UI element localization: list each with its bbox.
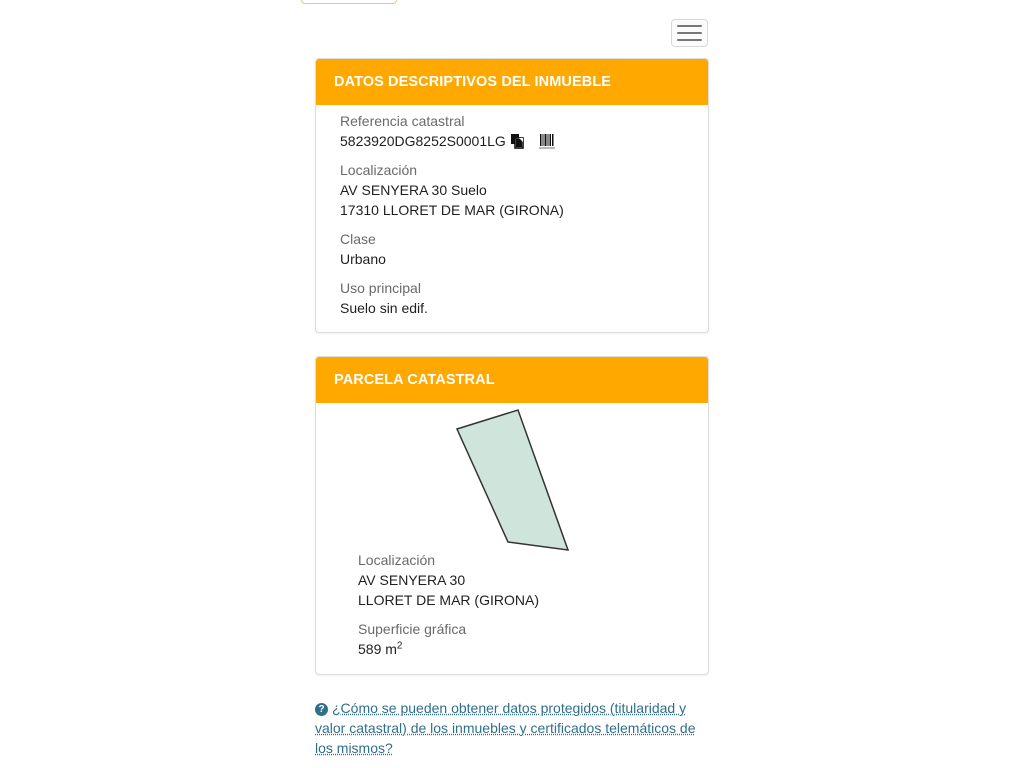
hamburger-menu-icon[interactable] [671,19,708,47]
localizacion-label: Localización [340,162,418,178]
inmueble-card [315,58,709,333]
clase-value: Urbano [340,251,386,267]
superficie-value-row [358,639,466,659]
parcela-localizacion-line1: AV SENYERA 30 [358,572,466,588]
top-tab[interactable] [301,0,397,4]
parcel-shape[interactable] [456,409,574,555]
uso-value: Suelo sin edif. [340,300,428,316]
question-circle-icon: ? [315,703,328,716]
inmueble-card-title: DATOS DESCRIPTIVOS DEL INMUEBLE [316,59,708,105]
uso-label: Uso principal [340,280,421,296]
parcela-localizacion-field [358,550,539,610]
menu-bar [677,39,702,41]
localizacion-field [340,160,564,220]
clase-label: Clase [340,231,376,247]
referencia-field [340,111,555,151]
parcela-localizacion-line2: LLORET DE MAR (GIRONA) [358,592,539,608]
uso-field [340,278,428,318]
parcela-card [315,356,709,675]
help-section [315,698,715,758]
copy-icon[interactable] [510,133,525,149]
parcela-card-title: PARCELA CATASTRAL [316,357,708,403]
menu-bar [677,25,702,27]
localizacion-line2: 17310 LLORET DE MAR (GIRONA) [340,202,564,218]
barcode-icon[interactable] [539,133,555,149]
parcela-localizacion-label: Localización [358,552,436,568]
referencia-label: Referencia catastral [340,113,465,129]
localizacion-line1: AV SENYERA 30 Suelo [340,182,487,198]
parcel-polygon[interactable] [457,410,568,550]
menu-bar [677,32,702,34]
superficie-field [358,619,466,659]
superficie-value: 589 m [358,641,397,657]
superficie-exponent: 2 [396,640,403,652]
clase-field [340,229,386,269]
superficie-label: Superficie gráfica [358,621,467,637]
protected-data-help-link[interactable]: ¿Cómo se pueden obtener datos protegidos (titularidad y valor catastral) de los inmuebles y certificados telemáticos de los mismos? [315,700,696,756]
referencia-value: 5823920DG8252S0001LG [340,133,506,149]
